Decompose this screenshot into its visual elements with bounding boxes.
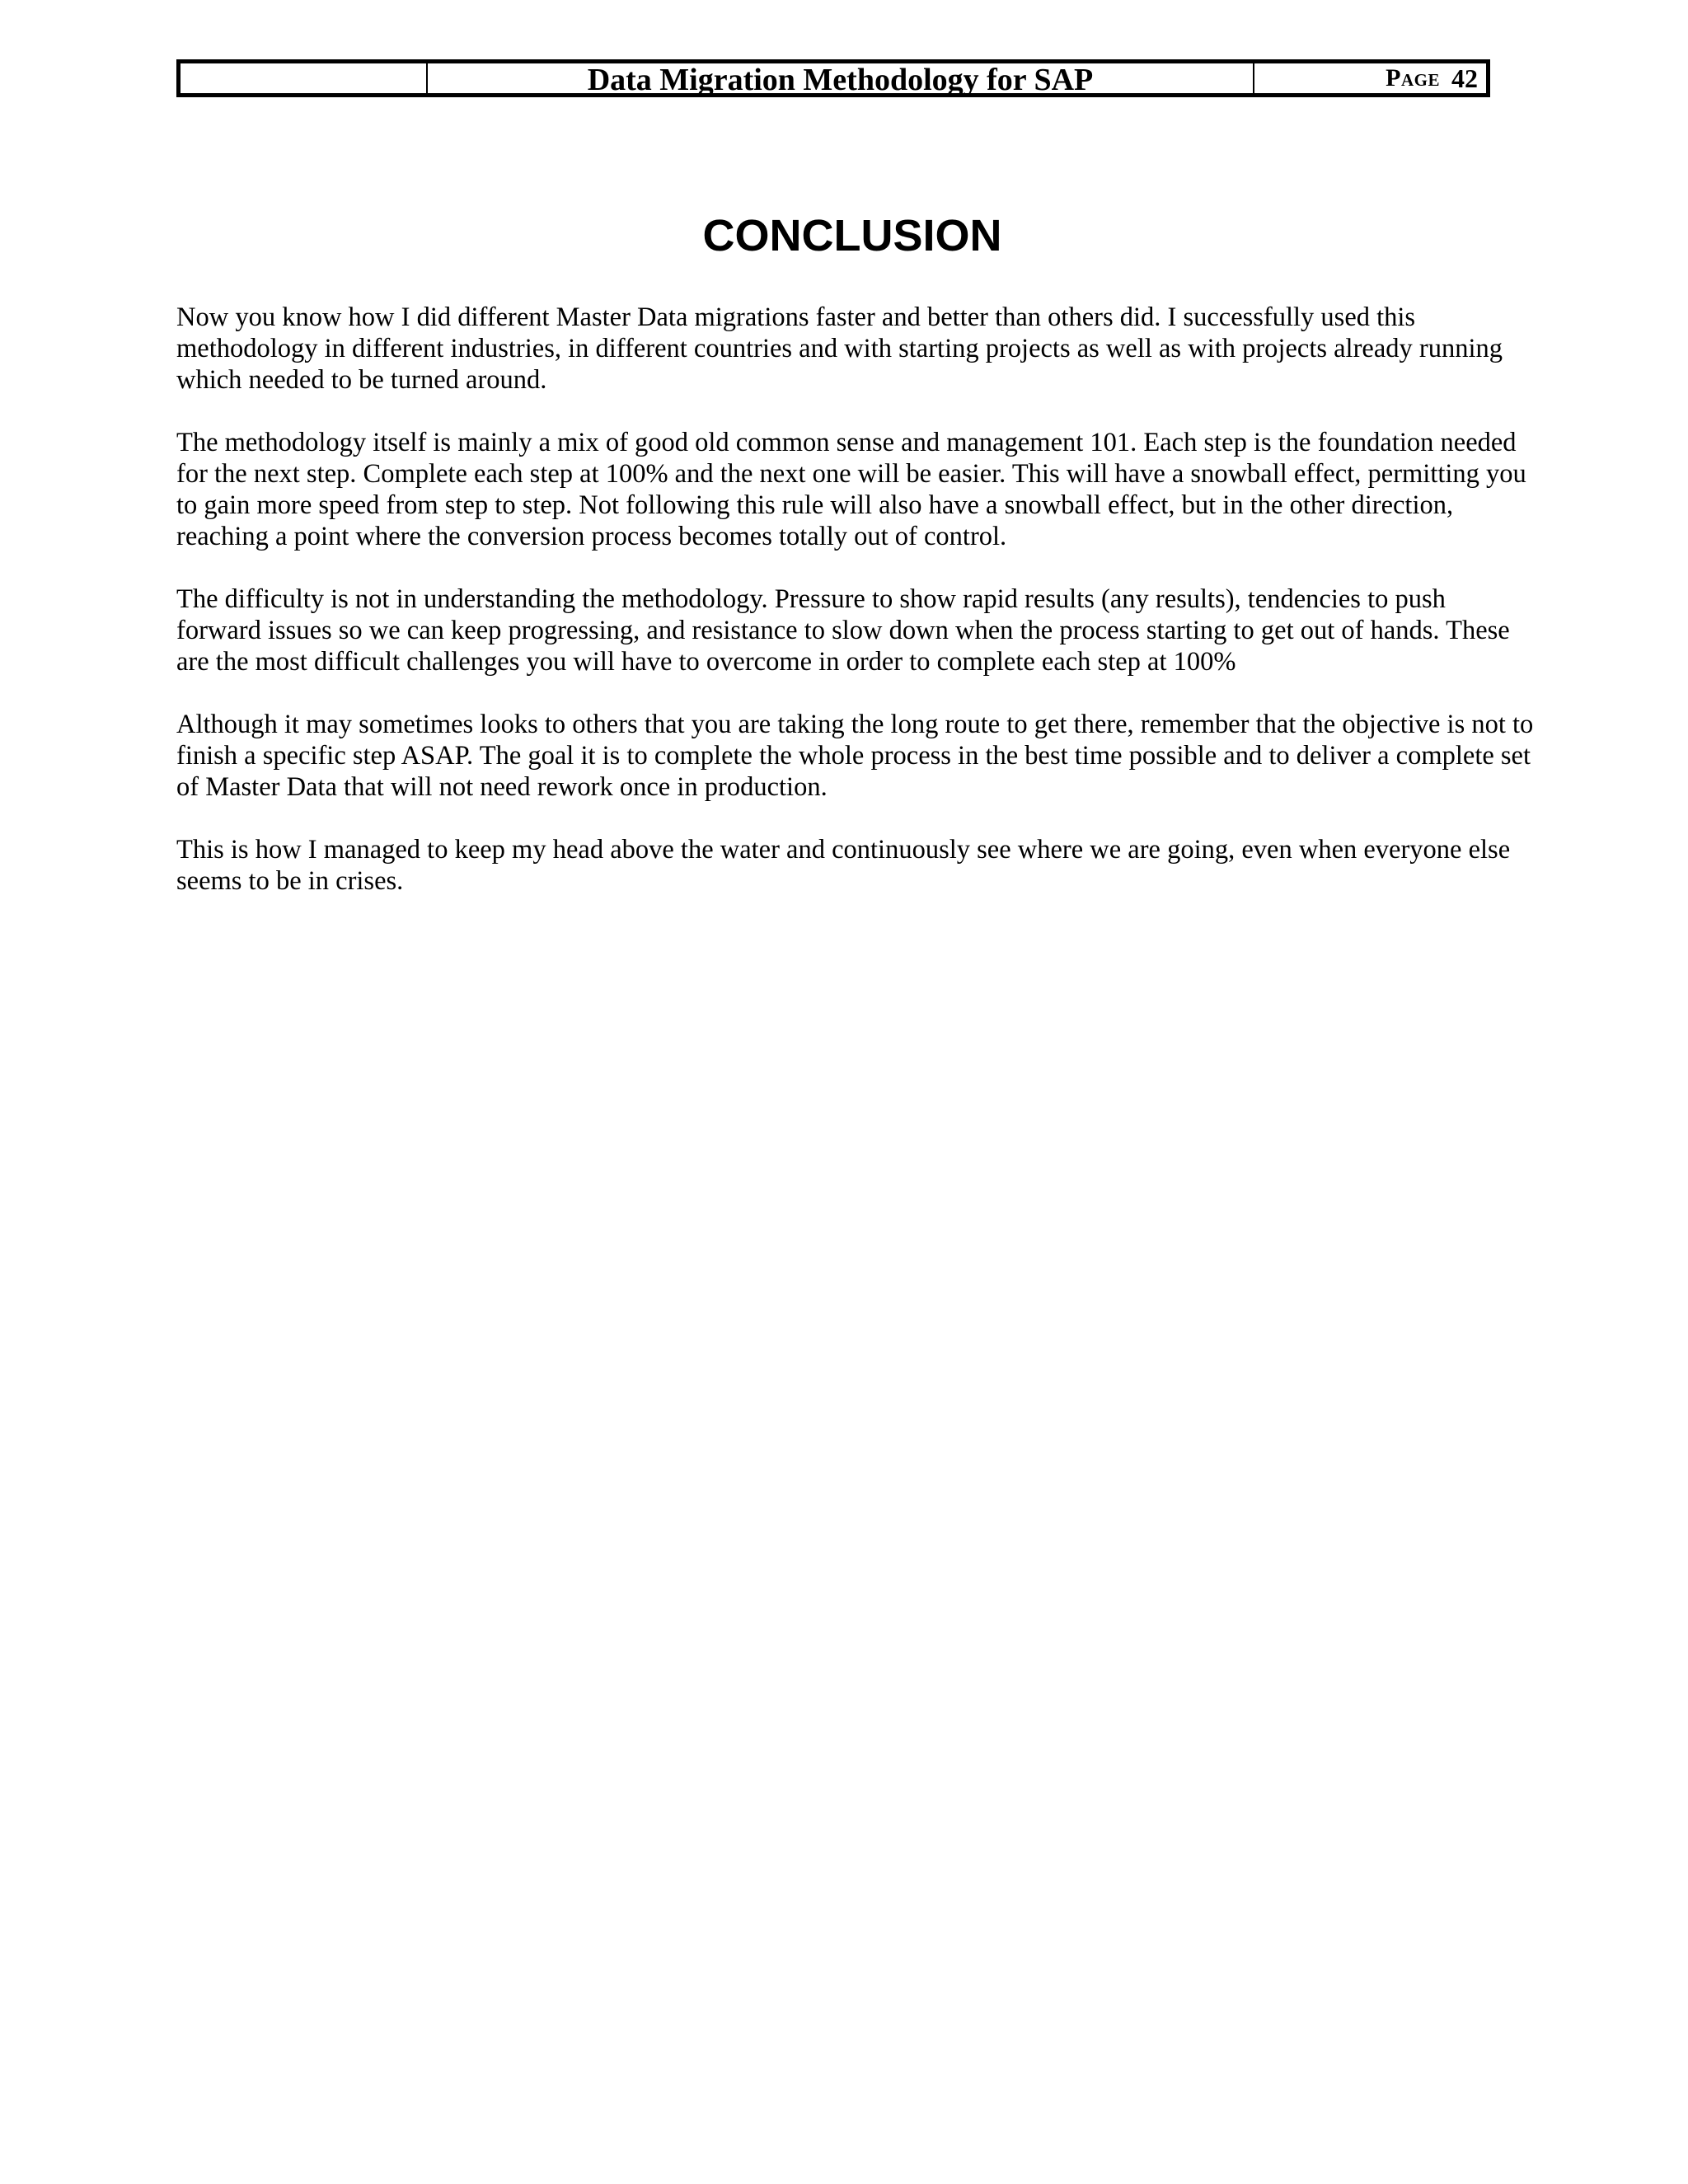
body-content xyxy=(176,302,1536,928)
section-title: CONCLUSION xyxy=(702,211,1002,260)
paragraph: The methodology itself is mainly a mix of good old common sense and management 101. Each step is the foundation needed for the next step. Complete each step at 100% and the next one will be easier. This will have a snowball effect, permitting you to gain more speed from step to step. Not following this rule will also have a snowball effect, but in the other direction, reaching a point where the conversion process becomes totally out of control. xyxy=(176,428,1526,551)
paragraph: The difficulty is not in understanding the methodology. Pressure to show rapid results (any results), tendencies to push forward issues so we can keep progressing, and resistance to slow down when the process starting to get out of hands. These are the most difficult challenges you will have to overcome in order to complete each step at 100% xyxy=(176,584,1510,677)
header-left-cell xyxy=(181,63,428,93)
paragraph: Although it may sometimes looks to others that you are taking the long route to get there, remember that the objective is not to finish a specific step ASAP. The goal it is to complete the whole process in the best time possible and to deliver a complete set of Master Data that will not need rework once in production. xyxy=(176,710,1534,802)
page-label: Page xyxy=(1386,64,1440,91)
page-indicator xyxy=(1254,63,1486,93)
page-number: 42 xyxy=(1451,63,1478,93)
page-header xyxy=(176,59,1490,97)
document-title: Data Migration Methodology for SAP xyxy=(428,63,1254,93)
paragraph: This is how I managed to keep my head above the water and continuously see where we are going, even when everyone else seems to be in crises. xyxy=(176,835,1511,896)
paragraph: Now you know how I did different Master Data migrations faster and better than others did. I successfully used this methodology in different industries, in different countries and with starting projects as well as with projects already running which needed to be turned around. xyxy=(176,302,1503,395)
